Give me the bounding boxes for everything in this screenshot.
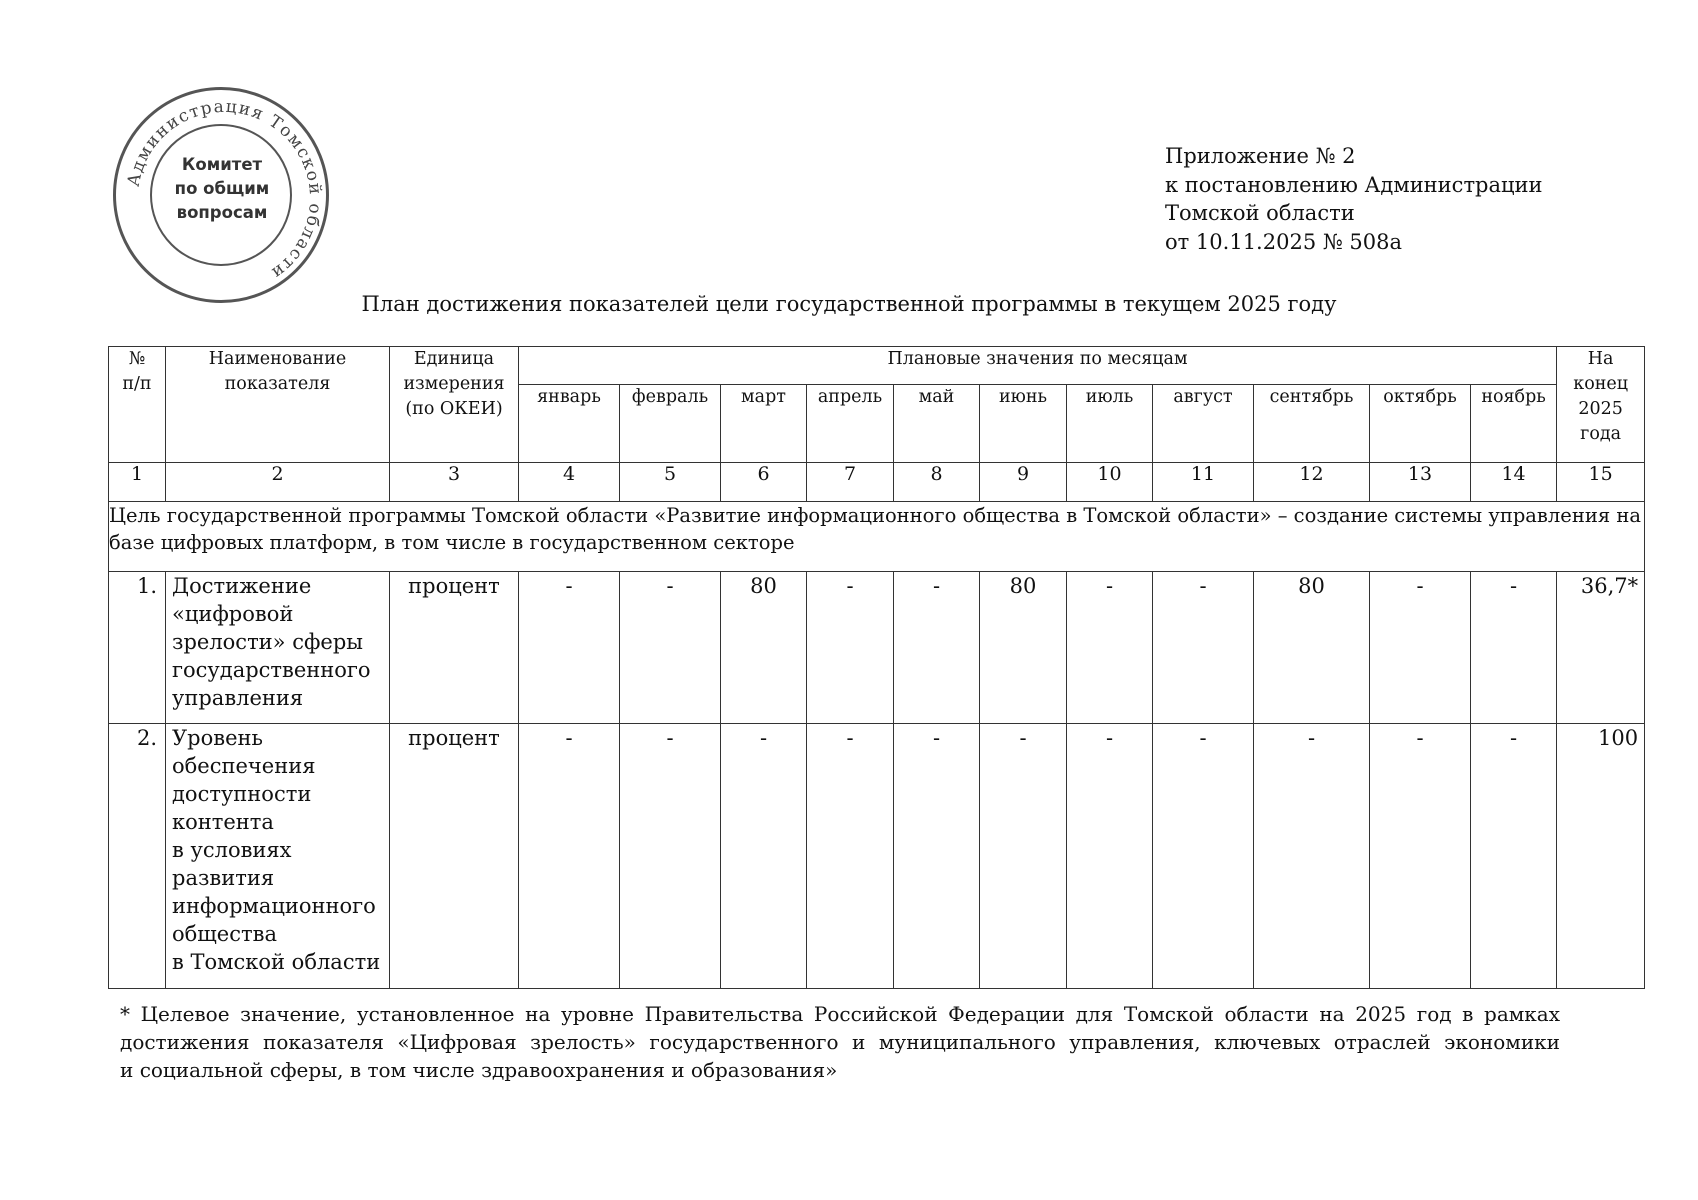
- month-value: -: [519, 724, 620, 989]
- month-header: октябрь: [1370, 385, 1471, 463]
- column-number: 15: [1557, 463, 1645, 502]
- month-value: -: [1254, 724, 1370, 989]
- header-plan: Плановые значения по месяцам: [519, 347, 1557, 385]
- month-value: -: [620, 572, 721, 724]
- footnote-line: достижения показателя «Цифровая зрелость» государственного и муниципального управления, ключевых отраслей экономики: [120, 1030, 1560, 1054]
- month-value: -: [807, 724, 894, 989]
- column-number: 13: [1370, 463, 1471, 502]
- month-header: август: [1153, 385, 1254, 463]
- column-number: 1: [109, 463, 166, 502]
- column-number: 2: [166, 463, 390, 502]
- month-value: -: [894, 724, 980, 989]
- month-header: сентябрь: [1254, 385, 1370, 463]
- month-value: 80: [980, 572, 1067, 724]
- stamp-center-text: Комитет по общим вопросам: [174, 155, 270, 222]
- month-value: -: [807, 572, 894, 724]
- column-number: 8: [894, 463, 980, 502]
- year-end-value: 36,7*: [1557, 572, 1645, 724]
- document-title: План достижения показателей цели государственной программы в текущем 2025 году: [361, 292, 1337, 316]
- appendix-line: Томской области: [1165, 201, 1355, 225]
- month-value: -: [1067, 724, 1153, 989]
- column-number: 11: [1153, 463, 1254, 502]
- column-number: 9: [980, 463, 1067, 502]
- row-num: 2.: [109, 724, 166, 989]
- goal-cell: Цель государственной программы Томской области «Развитие информационного общества в Томской области» – создание системы управления на базе цифровых платформ, в том числе в государственном секторе: [109, 502, 1645, 572]
- header-num: № п/п: [109, 347, 166, 463]
- month-value: -: [1370, 572, 1471, 724]
- month-header: июль: [1067, 385, 1153, 463]
- appendix-line: к постановлению Администрации: [1165, 172, 1543, 197]
- month-header: март: [721, 385, 807, 463]
- month-header: апрель: [807, 385, 894, 463]
- column-number: 14: [1471, 463, 1557, 502]
- month-value: -: [980, 724, 1067, 989]
- row-name: Уровень обеспечения доступности контента в условиях развития информационного общества в Томской области: [166, 724, 390, 989]
- column-number: 7: [807, 463, 894, 502]
- header-name: Наименование показателя: [166, 347, 390, 463]
- month-value: -: [1067, 572, 1153, 724]
- table-row: [109, 724, 1645, 989]
- month-header: июнь: [980, 385, 1067, 463]
- year-end-value: 100: [1557, 724, 1645, 989]
- header-end: На конец 2025 года: [1557, 347, 1645, 463]
- footnote: [120, 1000, 1560, 1084]
- month-value: -: [519, 572, 620, 724]
- svg-text:Администрация Томской области: Администрация Томской области: [123, 96, 326, 284]
- month-value: -: [1471, 724, 1557, 989]
- month-value: 80: [1254, 572, 1370, 724]
- row-num: 1.: [109, 572, 166, 724]
- footnote-line: * Целевое значение, установленное на уровне Правительства Российской Федерации для Томской области на 2025 год в рамках: [120, 1002, 1560, 1026]
- month-value: -: [1471, 572, 1557, 724]
- row-name: Достижение «цифровой зрелости» сферы государственного управления: [166, 572, 390, 724]
- month-value: -: [1370, 724, 1471, 989]
- appendix-line: от 10.11.2025 № 508а: [1165, 229, 1402, 254]
- month-header: январь: [519, 385, 620, 463]
- row-unit: процент: [390, 724, 519, 989]
- appendix-line: Приложение № 2: [1165, 144, 1356, 168]
- month-value: -: [620, 724, 721, 989]
- footnote-line: и социальной сферы, в том числе здравоохранения и образования»: [120, 1058, 838, 1082]
- column-number: 10: [1067, 463, 1153, 502]
- month-value: -: [1153, 724, 1254, 989]
- month-value: -: [894, 572, 980, 724]
- row-unit: процент: [390, 572, 519, 724]
- month-header: май: [894, 385, 980, 463]
- month-value: 80: [721, 572, 807, 724]
- column-number: 3: [390, 463, 519, 502]
- indicator-plan-table: [108, 346, 1645, 989]
- month-value: -: [721, 724, 807, 989]
- column-number: 6: [721, 463, 807, 502]
- official-stamp: [113, 87, 329, 303]
- column-number: 4: [519, 463, 620, 502]
- month-header: ноябрь: [1471, 385, 1557, 463]
- month-value: -: [1153, 572, 1254, 724]
- column-number: 12: [1254, 463, 1370, 502]
- appendix-header: [1165, 142, 1543, 256]
- column-number-row: [109, 463, 1645, 502]
- header-unit: Единица измерения (по ОКЕИ): [390, 347, 519, 463]
- month-header: февраль: [620, 385, 721, 463]
- column-number: 5: [620, 463, 721, 502]
- table-row: [109, 572, 1645, 724]
